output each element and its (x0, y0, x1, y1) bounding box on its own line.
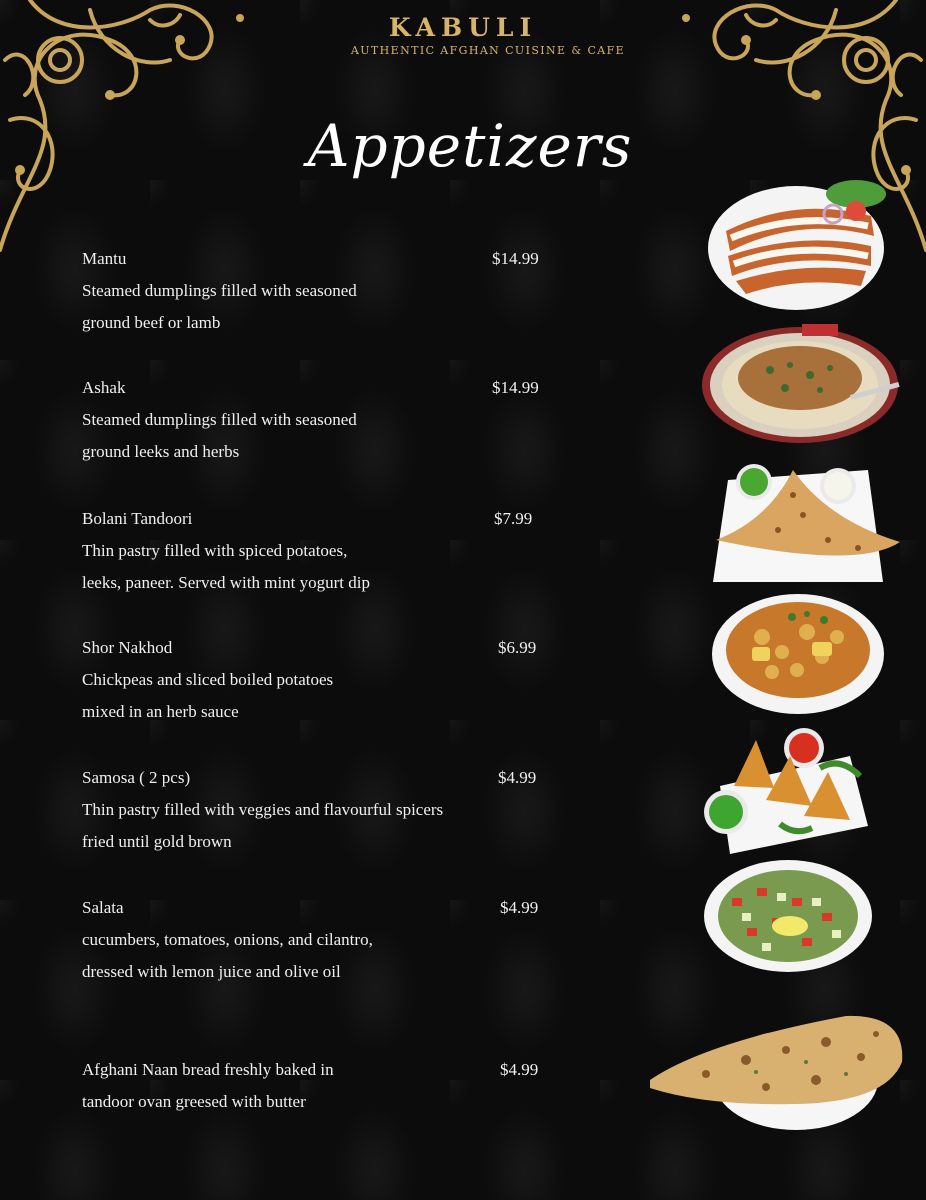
salata-dish-photo (702, 858, 874, 974)
item-name: Afghani Naan bread freshly baked in (82, 1060, 334, 1079)
brand-header (0, 14, 926, 57)
section-title: Appetizers (307, 112, 633, 180)
item-price: $4.99 (500, 898, 539, 917)
brand-name: KABULI (388, 13, 538, 42)
item-description: cucumbers, tomatoes, onions, and cilantro, dressed with lemon juice and olive oil (82, 930, 373, 981)
item-price: $4.99 (498, 768, 537, 787)
item-name: Ashak (82, 378, 126, 397)
item-name: Salata (82, 898, 124, 917)
item-description: Chickpeas and sliced boiled potatoes mixed in an herb sauce (82, 670, 334, 721)
item-price: $14.99 (492, 378, 539, 397)
naan-dish-photo (646, 1002, 906, 1134)
menu-item-salata (82, 892, 562, 988)
menu-item-ashak (82, 372, 562, 468)
item-name: Shor Nakhod (82, 638, 173, 657)
item-price: $4.99 (500, 1060, 539, 1079)
ashak-dish-photo (700, 320, 906, 446)
item-description: Thin pastry filled with spiced potatoes, leeks, paneer. Served with mint yogurt dip (82, 541, 370, 592)
bolani-dish-photo (708, 460, 904, 586)
menu-item-samosa (82, 762, 562, 858)
item-price: $7.99 (494, 509, 533, 528)
menu-item-afghani-naan (82, 1054, 562, 1118)
item-name: Bolani Tandoori (82, 509, 193, 528)
item-description: Steamed dumplings filled with seasoned ground leeks and herbs (82, 410, 357, 461)
samosa-dish-photo (700, 726, 872, 856)
item-price: $6.99 (498, 638, 537, 657)
mantu-dish-photo (706, 176, 890, 316)
menu-item-mantu (82, 243, 562, 339)
item-description: Steamed dumplings filled with seasoned ground beef or lamb (82, 281, 357, 332)
menu-item-shor-nakhod (82, 632, 562, 728)
brand-tagline: AUTHENTIC AFGHAN CUISINE & CAFE (350, 44, 626, 57)
menu-item-bolani-tandoori (82, 503, 562, 599)
shor-nakhod-dish-photo (712, 592, 888, 716)
item-price: $14.99 (492, 249, 539, 268)
item-description: tandoor ovan greesed with butter (82, 1092, 306, 1111)
item-name: Mantu (82, 249, 127, 268)
item-description: Thin pastry filled with veggies and flavourful spicers fried until gold brown (82, 800, 444, 851)
item-name: Samosa ( 2 pcs) (82, 768, 191, 787)
